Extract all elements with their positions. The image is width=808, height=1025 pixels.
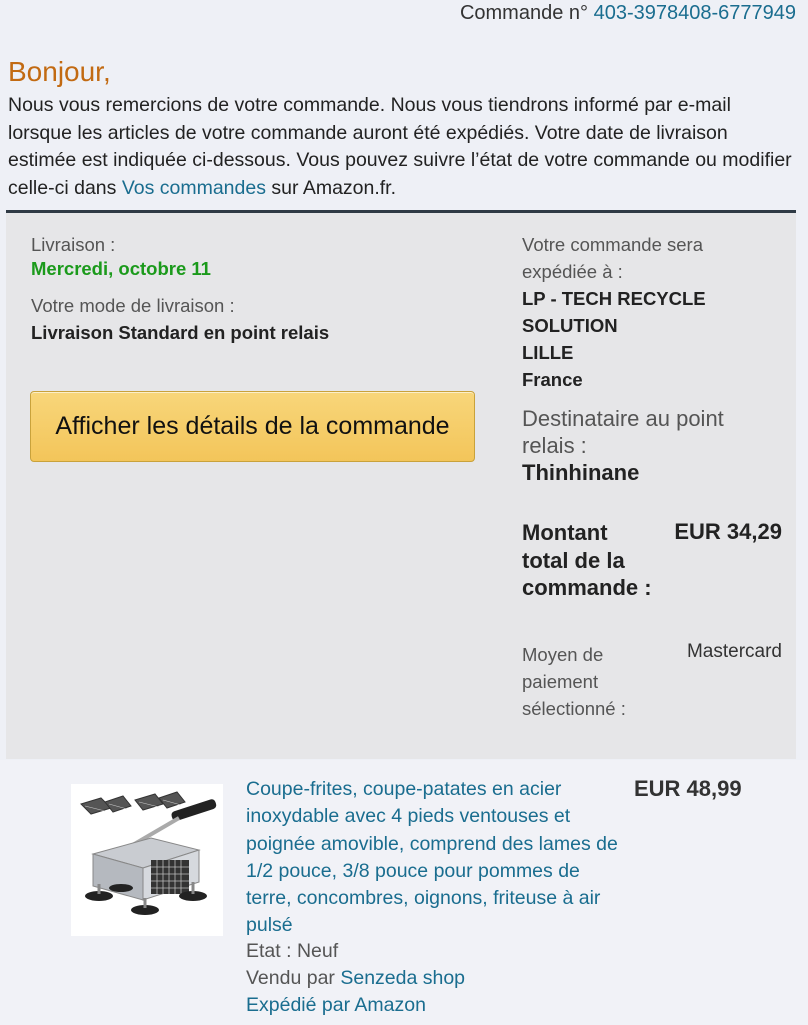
ship-to-label: Votre commande sera expédiée à :: [522, 234, 703, 282]
payment-value: Mastercard: [686, 641, 782, 662]
product-price: EUR 48,99: [634, 776, 742, 801]
order-number-line: [460, 2, 796, 25]
product-image[interactable]: [71, 784, 223, 936]
delivery-date: Mercredi, octobre 11: [31, 258, 211, 279]
order-label: Commande n°: [459, 2, 589, 24]
greeting: Bonjour,: [8, 56, 111, 87]
recipient-name: Thinhinane: [522, 460, 640, 485]
intro-text: Nous vous remercions de votre commande. Nous vous tiendrons informé par e-mail lorsque les articles de votre commande auront été expédiés. Votre date de livraison estimée est indiquée ci-dessous. Vous pouvez suivre l’état de votre commande ou modifier celle-ci dans: [8, 94, 792, 199]
order-item: [0, 760, 808, 1025]
view-order-details-button[interactable]: Afficher les détails de la commande: [30, 391, 475, 462]
delivery-label: Livraison :: [31, 234, 116, 255]
address-line-2: LILLE: [522, 342, 574, 363]
address-line-3: France: [522, 369, 583, 390]
delivery-mode-label: Votre mode de livraison :: [31, 295, 235, 316]
shipped-by-amazon: Expédié par Amazon: [246, 994, 426, 1016]
delivery-mode-value: Livraison Standard en point relais: [31, 322, 330, 343]
delivery-column: [31, 231, 491, 346]
your-orders-link[interactable]: Vos commandes: [121, 176, 266, 199]
shipping-column: [522, 231, 782, 719]
product-title-link[interactable]: Coupe-frites, coupe-patates en acier inoxydable avec 4 pieds ventouses et poignée amovible, comprend des lames de 1/2 pouce, 3/8 pouce pour pommes de terre, concombres, oignons, friteuse à air pulsé: [246, 778, 618, 937]
order-summary-panel: [6, 213, 796, 759]
payment-label: Moyen de paiement sélectionné :: [522, 644, 626, 719]
order-number-link[interactable]: 403-3978408-6777949: [593, 2, 796, 24]
product-condition: Etat : Neuf: [246, 940, 339, 962]
fry-cutter-illustration: [71, 784, 223, 936]
recipient-label: Destinataire au point relais :: [522, 406, 724, 458]
address-line-1: LP - TECH RECYCLE SOLUTION: [522, 288, 706, 336]
intro-text-end: sur Amazon.fr.: [265, 176, 397, 199]
sold-by-line: [246, 965, 746, 992]
intro-paragraph: [8, 92, 798, 202]
seller-link[interactable]: Senzeda shop: [340, 967, 466, 989]
order-total-label: Montant total de la commande :: [522, 520, 652, 600]
sold-by-prefix: Vendu par: [246, 967, 341, 989]
order-total-value: EUR 34,29: [674, 519, 782, 544]
